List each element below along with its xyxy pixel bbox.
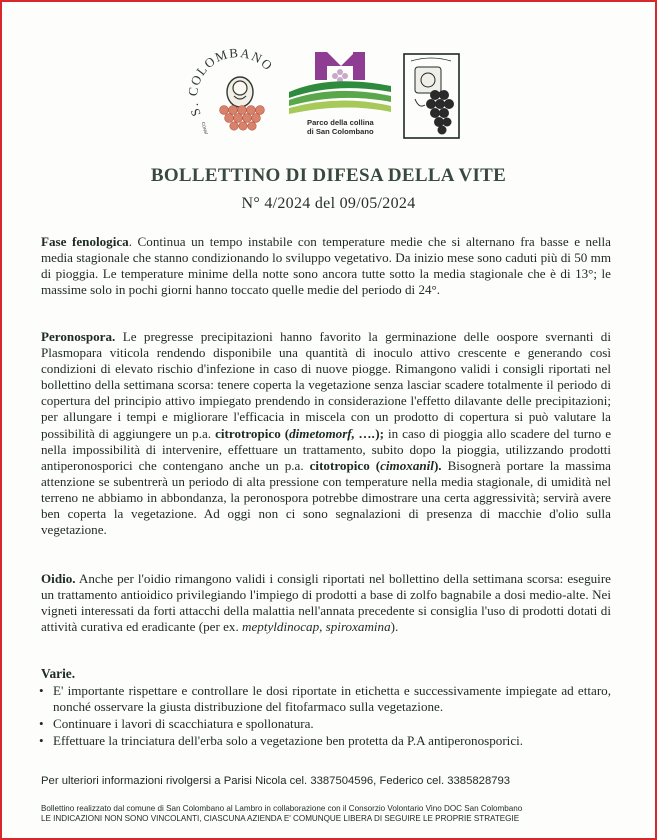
section-italic-text: meptyldinocap, spiroxamina — [242, 619, 391, 635]
citotropico-term: citotropico (cimoxanil). — [309, 457, 442, 473]
list-item: • Effettuare la trinciatura dell'erba solo a vegetazione ben protetta da P.A antiperonosporici. — [39, 733, 524, 748]
section-peronospora — [41, 329, 611, 538]
section-heading: Peronospora. — [41, 329, 116, 344]
section-text: Le pregresse precipitazioni hanno favorito la germinazione delle oospore svernanti di Plasmopara viticola rendendo disponibile una quantità di inoculo attivo crescente e generando così condizioni di elevato rischio d'infezione in caso di nuove piogge. Rimangono validi i consigli riportati nel bollettino della settimana scorsa: tenere coperta la vegetazione senza lasciar scadere totalmente il periodo di copertura del principio attivo impiegato prendendo in considerazione l'effetto dilavante delle precipitazioni; per allungare i tempi e migliorare l'efficacia in miscela con un prodotto di copertura si può valutare la possibilità di aggiungere un p.a. — [41, 329, 611, 441]
section-varie-heading: Varie. — [41, 666, 76, 681]
section-text: Bisognerà portare la massima attenzione se subentrerà un periodo di alta pressione con temperature nella media stagionale, di umidità nel terreno ne abbiamo in abbondanza, la peronospora potrebbe dimostrare una certa aggressività; servirà avere ben coperta la vegetazione. Ad oggi non ci sono segnalazioni di presenza di macchie d'olio sulla vegetazione. — [41, 457, 611, 538]
consortium-sub-text: CONS — [200, 121, 209, 134]
bullet-icon: • — [39, 716, 44, 731]
section-heading: Fase fenologica — [41, 234, 129, 249]
consortium-ring-text: S OLOMBANO — [188, 48, 277, 119]
section-heading: Oidio. — [41, 571, 76, 586]
park-caption-2: di San Colombano — [307, 127, 374, 136]
bullet-icon: • — [39, 683, 44, 698]
citrotropico-term: citrotropico (dimetomorf, ….); — [215, 425, 384, 441]
contact-info: Per ulteriori informazioni rivolgersi a Parisi Nicola cel. 3387504596, Federico cel. 3385828793 — [41, 775, 511, 787]
section-oidio — [41, 571, 611, 635]
list-item: • E' importante rispettare e controllare le dosi riportate in etichetta e successivamente impiegate ad ettaro, nonché osservare la giusta distribuzione del fitofarmaco sulla vegetazione. — [39, 683, 611, 714]
section-text: in caso di pioggia allo scadere del turno e nella impossibilità di intervenire, effettuare un trattamento, subito dopo la pioggia, utilizzando prodotti antiperonosporici che contengano anche un p.a. — [41, 425, 612, 473]
page-title: BOLLETTINO DI DIFESA DELLA VITE — [150, 165, 507, 186]
section-text: . Continua un tempo instabile con temperature medie che si alternano fra basse e nella media stagionale che stanno condizionando lo sviluppo vegetativo. Da inizio mese sono caduti più di 50 mm di pioggia. Le temperature minime della notte sono ancora tutte sotto la media stagionale che è di 13°; le massime solo in pochi giorni hanno toccato quelle medie del periodo di 24°. — [41, 234, 611, 298]
section-fase-fenologica — [41, 234, 611, 298]
park-logo-graphic — [285, 48, 395, 118]
bullet-icon: • — [39, 733, 44, 748]
varie-bullet-list — [39, 683, 611, 749]
consortium-logo — [188, 48, 286, 134]
consortium-logo-graphic — [188, 48, 286, 134]
footer-credit: Bollettino realizzato dal comune di San Colombano al Lambro in collaborazione con il Consorzio Volontario Vino DOC San Colombano — [41, 804, 523, 813]
footer-disclaimer: LE INDICAZIONI NON SONO VINCOLANTI, CIASCUNA AZIENDA E' COMUNQUE LIBERA DI SEGUIRE LE PROPRIE STRATEGIE — [41, 814, 520, 823]
section-text: Anche per l'oidio rimangono validi i consigli riportati nel bollettino della settimana scorsa: eseguire un trattamento antioidico privilegiando l'impiego di prodotti a base di zolfo bagnabile a dosi medio-alte. Nei vigneti interessati da forti attacchi della malattia nell'annata precedente si consiglia l'uso di prodotti dotati di attività curativa ed eradicante (per ex. — [41, 571, 611, 635]
park-caption-1: Parco della collina — [307, 118, 374, 127]
park-logo — [285, 48, 395, 140]
section-text: ). — [390, 619, 399, 635]
coat-of-arms-logo — [403, 53, 460, 139]
coat-of-arms-graphic — [403, 53, 460, 139]
bulletin-number: N° 4/2024 del 09/05/2024 — [241, 195, 416, 212]
list-item: • Continuare i lavori di scacchiatura e spollonatura. — [39, 716, 314, 731]
